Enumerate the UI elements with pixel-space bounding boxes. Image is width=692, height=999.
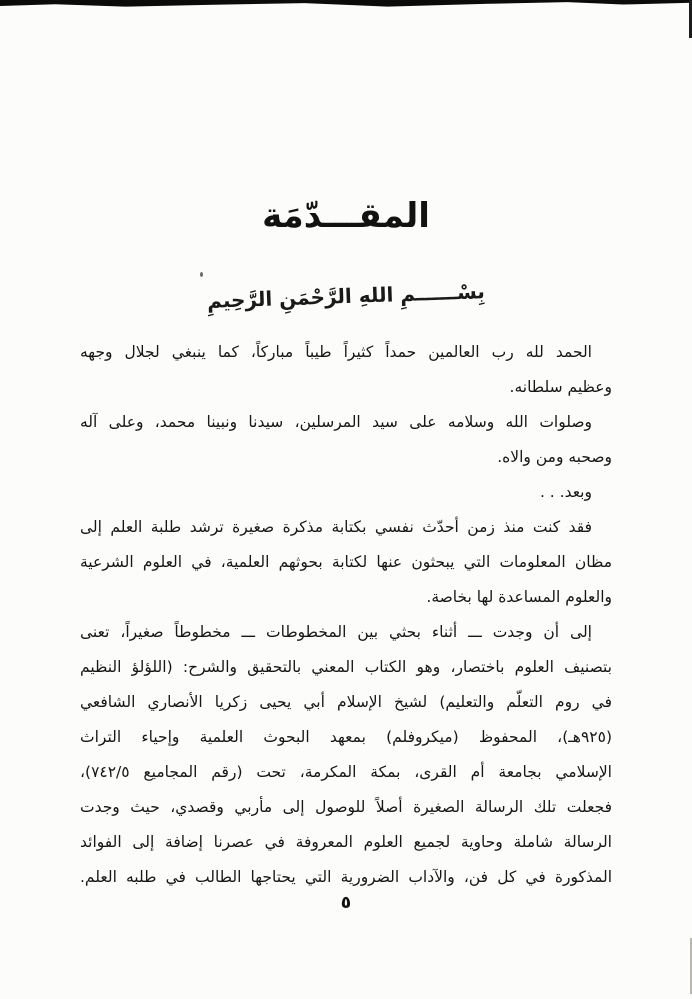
text-line: مظان المعلومات التي يبحثون عنها لكتابة بحوثهم العلمية، في العلوم الشرعية bbox=[80, 553, 612, 571]
text-line: بتصنيف العلوم باختصار، وهو الكتاب المعني بالتحقيق والشرح: (اللؤلؤ النظيم bbox=[80, 658, 612, 676]
text-line: الرسالة شاملة وحاوية لجميع العلوم المعروفة في عصرنا إضافة إلى الفوائد bbox=[80, 833, 612, 851]
scan-artifact-top-band bbox=[0, 0, 692, 7]
paragraph-wabad bbox=[80, 475, 612, 510]
text-line: المذكورة في كل فن، والآداب الضرورية التي يحتاجها الطالب في طلبه العلم. bbox=[80, 868, 612, 886]
page-number: ٥ bbox=[340, 893, 352, 913]
paragraph-memo-intent bbox=[80, 510, 612, 615]
text-line: وصحبه ومن والاه. bbox=[497, 448, 612, 466]
paragraph-salawat bbox=[80, 405, 612, 475]
text-line: وبعد. . . bbox=[539, 483, 592, 501]
text-line: فقد كنت منذ زمن أحدّث نفسي بكتابة مذكرة صغيرة ترشد طلبة العلم إلى bbox=[80, 518, 592, 536]
basmala-calligraphy: بِسْــــــمِ اللهِ الرَّحْمَنِ الرَّحِيمِ bbox=[206, 279, 486, 313]
text-line: في روم التعلّم والتعليم) لشيخ الإسلام أبي يحيى زكريا الأنصاري الشافعي bbox=[80, 693, 612, 711]
text-line: والعلوم المساعدة لها بخاصة. bbox=[426, 588, 612, 606]
page-title: المقـــدّمَة bbox=[262, 196, 430, 236]
scan-speck bbox=[200, 272, 203, 277]
paragraph-hamd bbox=[80, 335, 612, 405]
text-line: وصلوات الله وسلامه على سيد المرسلين، سيدنا ونبينا محمد، وعلى آله bbox=[80, 413, 592, 431]
text-line: الإسلامي بجامعة أم القرى، بمكة المكرمة، تحت (رقم المجاميع ٧٤٢/٥)، bbox=[80, 763, 612, 781]
text-line: (٩٢٥هـ)، المحفوظ (ميكروفلم) بمعهد البحوث العلمية وإحياء التراث bbox=[80, 728, 612, 746]
text-line: وعظيم سلطانه. bbox=[509, 378, 612, 396]
text-line: إلى أن وجدت ـــ أثناء بحثي بين المخطوطات ـــ مخطوطاً صغيراً، تعنى bbox=[80, 623, 592, 641]
text-line: الحمد لله رب العالمين حمداً كثيراً طيباً مباركاً، كما ينبغي لجلال وجهه bbox=[80, 343, 592, 361]
body-text-block bbox=[80, 335, 612, 895]
text-line: فجعلت تلك الرسالة الصغيرة أصلاً للوصول إلى مأربي وقصدي، حيث وجدت bbox=[80, 798, 612, 816]
paragraph-manuscript-found bbox=[80, 615, 612, 895]
